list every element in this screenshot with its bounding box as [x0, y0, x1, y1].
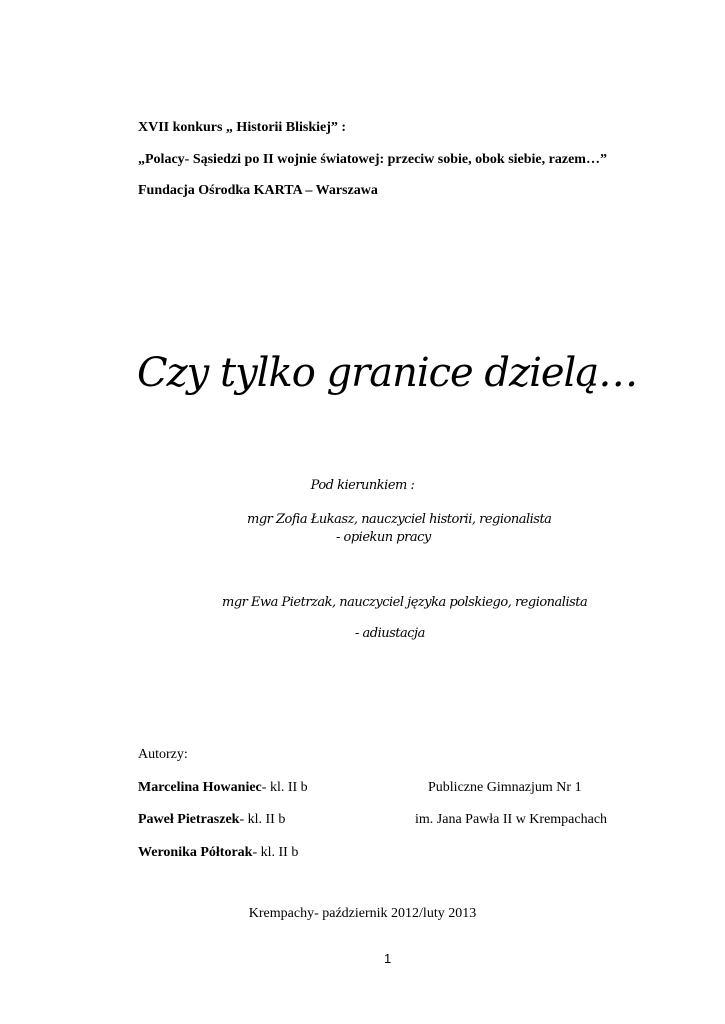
author-3-class: - kl. II b — [252, 845, 299, 860]
author-1-class: - kl. II b — [261, 780, 308, 795]
place-date: Krempachy- październik 2012/luty 2013 — [248, 906, 477, 921]
author-2 — [138, 812, 285, 828]
school-patron: im. Jana Pawła II w Krempachach — [415, 812, 608, 827]
supervisor-1-role: - opiekun pracy — [336, 530, 431, 545]
contest-theme: „Polacy- Sąsiedzi po II wojnie światowej: przeciw sobie, obok siebie, razem…” — [138, 152, 607, 167]
author-2-name: Paweł Pietraszek — [138, 812, 240, 827]
author-2-class: - kl. II b — [239, 812, 286, 827]
school-name: Publiczne Gimnazjum Nr 1 — [428, 780, 582, 795]
contest-name: XVII konkurs „ Historii Bliskiej” : — [138, 120, 347, 135]
author-1 — [138, 780, 308, 796]
document-title: Czy tylko granice dzielą… — [137, 350, 638, 396]
author-3-name: Weronika Półtorak — [138, 845, 253, 860]
supervisor-2-role: - adiustacja — [355, 626, 425, 641]
page-number: 1 — [384, 951, 392, 966]
supervisor-2: mgr Ewa Pietrzak, nauczyciel języka polskiego, regionalista — [222, 595, 588, 610]
supervision-heading: Pod kierunkiem : — [310, 478, 415, 493]
organizer: Fundacja Ośrodka KARTA – Warszawa — [138, 183, 378, 198]
authors-label: Autorzy: — [138, 747, 188, 762]
author-1-name: Marcelina Howaniec — [138, 780, 262, 795]
supervisor-1: mgr Zofia Łukasz, nauczyciel historii, regionalista — [247, 512, 552, 527]
author-3 — [138, 845, 298, 861]
